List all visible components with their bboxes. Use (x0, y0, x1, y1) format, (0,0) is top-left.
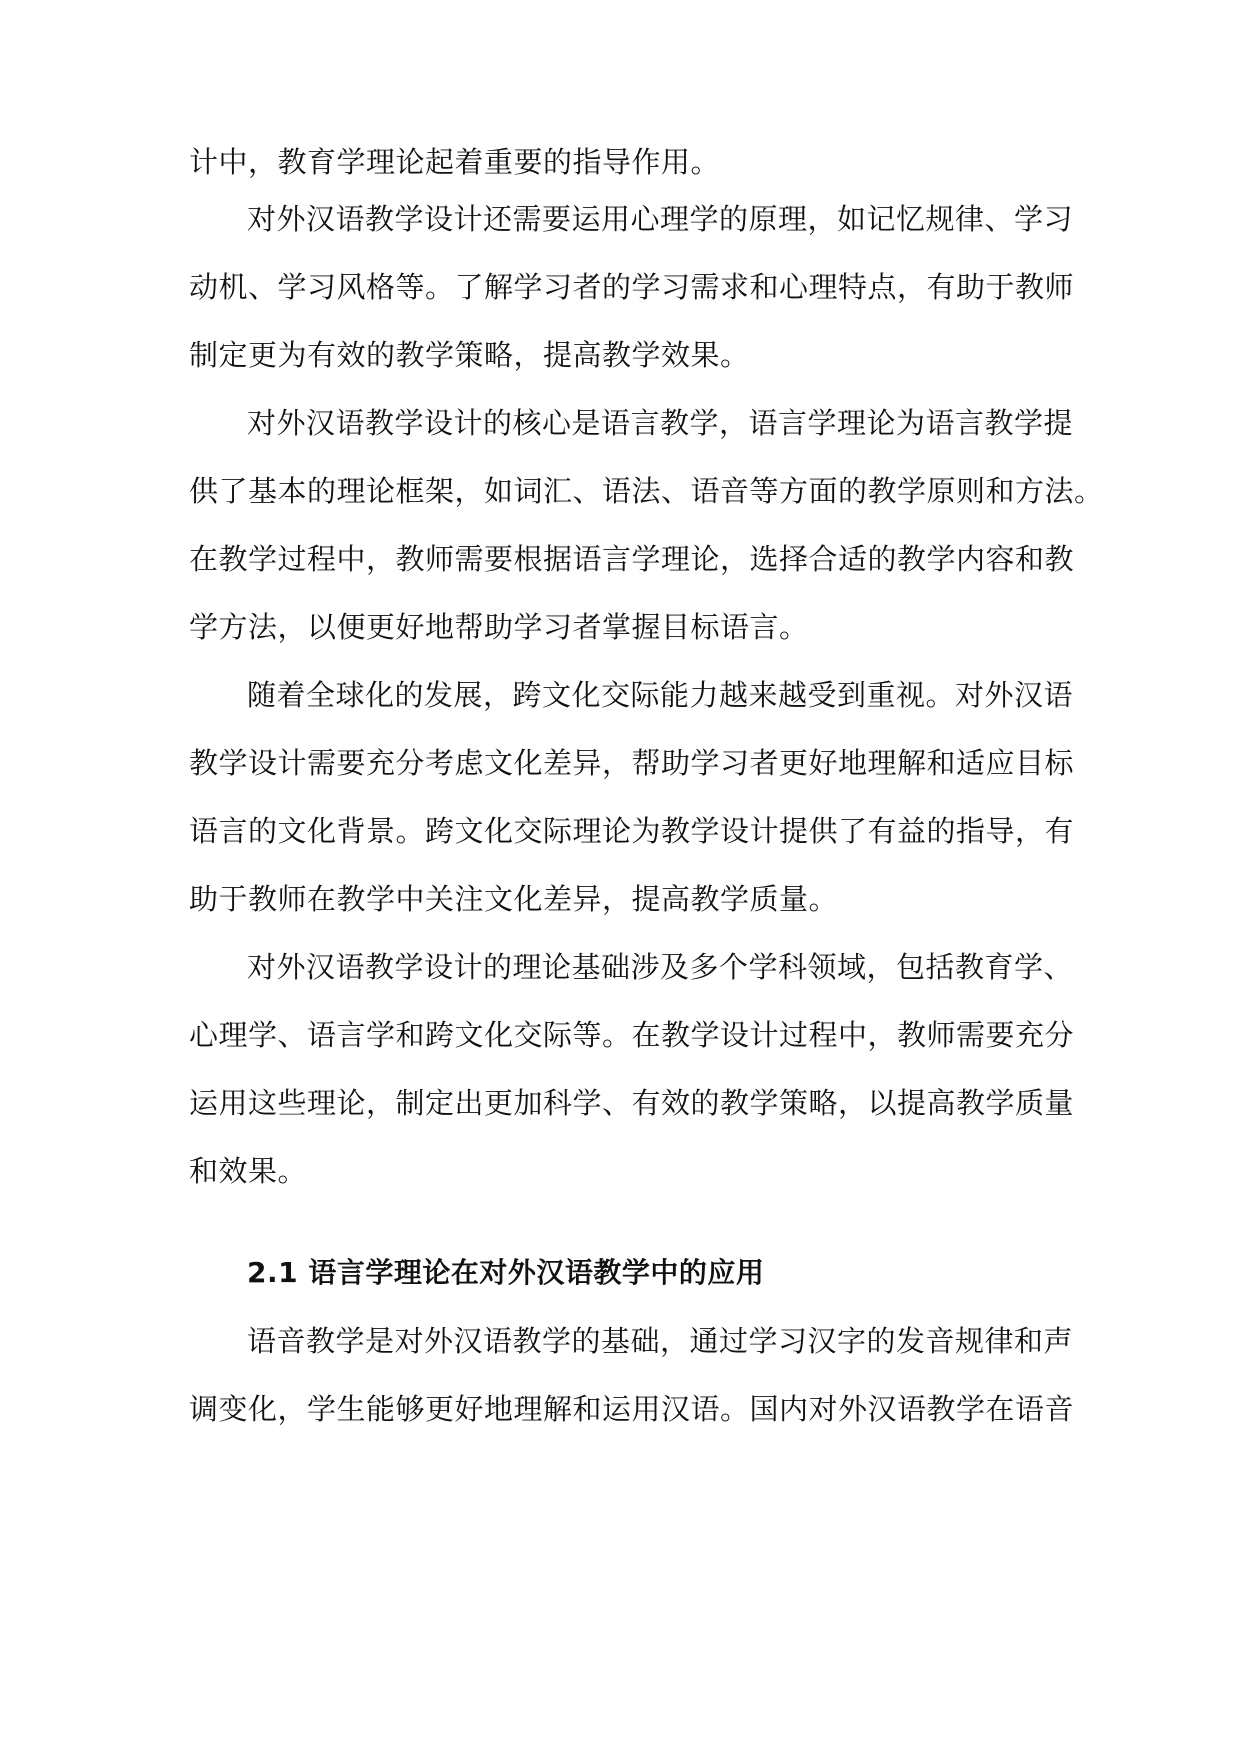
text-line: 运用这些理论，制定出更加科学、有效的教学策略，以提高教学质量 (189, 1086, 1075, 1120)
text-line: 调变化，学生能够更好地理解和运用汉语。国内对外汉语教学在语音 (189, 1392, 1075, 1426)
text-line: 供了基本的理论框架，如词汇、语法、语音等方面的教学原则和方法。 (189, 474, 1104, 508)
text-line: 在教学过程中，教师需要根据语言学理论，选择合适的教学内容和教 (189, 542, 1075, 576)
text-line: 语言的文化背景。跨文化交际理论为教学设计提供了有益的指导，有 (189, 814, 1075, 848)
paragraph-start-line: 随着全球化的发展，跨文化交际能力越来越受到重视。对外汉语 (247, 678, 1074, 712)
text-line: 动机、学习风格等。了解学习者的学习需求和心理特点，有助于教师 (189, 270, 1075, 304)
paragraph-start-line: 对外汉语教学设计的理论基础涉及多个学科领域，包括教育学、 (247, 950, 1074, 984)
text-line: 和效果。 (189, 1154, 308, 1188)
paragraph-start-line: 对外汉语教学设计还需要运用心理学的原理，如记忆规律、学习 (247, 202, 1074, 236)
paragraph-start-line: 对外汉语教学设计的核心是语言教学，语言学理论为语言教学提 (247, 406, 1074, 440)
text-line: 教学设计需要充分考虑文化差异，帮助学习者更好地理解和适应目标 (189, 746, 1075, 780)
text-line: 计中，教育学理论起着重要的指导作用。 (189, 145, 721, 179)
text-line: 助于教师在教学中关注文化差异，提高教学质量。 (189, 882, 839, 916)
text-line: 心理学、语言学和跨文化交际等。在教学设计过程中，教师需要充分 (189, 1018, 1075, 1052)
section-heading: 2.1 语言学理论在对外汉语教学中的应用 (247, 1256, 765, 1289)
text-line: 学方法，以便更好地帮助学习者掌握目标语言。 (189, 610, 809, 644)
paragraph-start-line: 语音教学是对外汉语教学的基础，通过学习汉字的发音规律和声 (247, 1324, 1074, 1358)
text-line: 制定更为有效的教学策略，提高教学效果。 (189, 338, 750, 372)
